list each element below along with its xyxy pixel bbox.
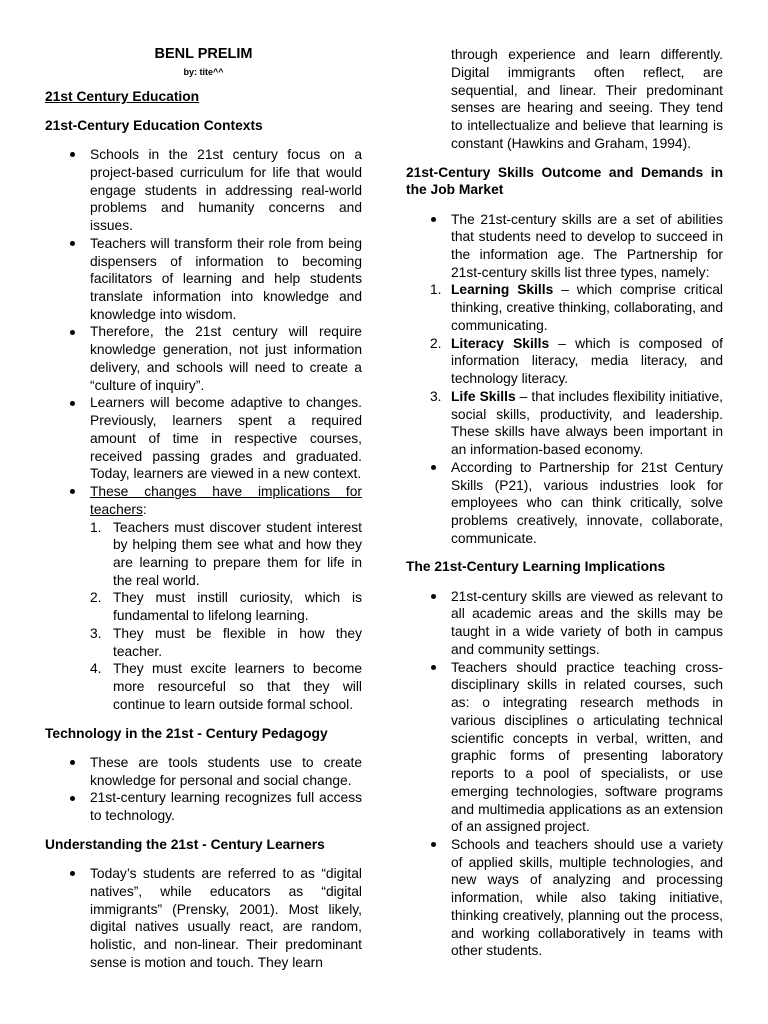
bullet-icon: [70, 871, 75, 876]
section-heading-learners: Understanding the 21st - Century Learners: [45, 836, 325, 852]
numbered-item: [406, 281, 723, 334]
implications-suffix: :: [142, 501, 147, 517]
bullet-icon: [70, 489, 75, 494]
bullet-icon: [431, 465, 436, 470]
bullet-icon: [431, 842, 436, 847]
item-number: 4.: [90, 661, 102, 677]
main-heading: 21st Century Education: [45, 89, 200, 105]
numbered-item: [90, 625, 362, 660]
list-item-text: These are tools students use to create knowledge for personal and social change.: [90, 754, 362, 788]
contexts-bullet-list: [45, 146, 362, 714]
skills-p21-list: [406, 459, 723, 548]
bullet-icon: [70, 330, 75, 335]
item-number: 1.: [90, 519, 102, 535]
learners-bullet-continuation: through experience and learn differently. Digital immigrants often reflect, are sequential, and linear. Their predominant senses are hearing and seeing. They tend to intellectualize and believe that learning is constant (Hawkins and Graham, 1994).: [451, 47, 723, 151]
bullet-icon: [431, 594, 436, 599]
learning-implications-list: [406, 588, 723, 960]
item-number: 3.: [90, 625, 102, 641]
list-item-text: Schools in the 21st century focus on a project-based curriculum for life that would engage students in addressing real-world problems and humanity concerns and issues.: [90, 147, 362, 234]
list-item: [45, 789, 362, 824]
list-item: [406, 459, 723, 548]
document-byline: by: tite^^: [183, 66, 224, 77]
skill-label: Learning Skills: [451, 282, 554, 298]
section-heading-learning-implications: The 21st-Century Learning Implications: [406, 559, 666, 575]
skill-label: Literacy Skills: [451, 335, 550, 351]
numbered-item-text: They must excite learners to become more resourceful so that they will continue to learn outside formal school.: [113, 661, 362, 712]
list-item: [45, 235, 362, 324]
numbered-item-text: They must be flexible in how they teacher.: [113, 625, 362, 659]
bullet-icon: [70, 796, 75, 801]
list-item-text: Learners will become adaptive to changes. Previously, learners spent a required amount of time in respective courses, received passing grades and graduated. Today, learners are viewed in a new context.: [90, 395, 362, 482]
list-item-text: 21st-century skills are viewed as relevant to all academic areas and the skills may be taught in a wide variety of both in campus and community settings.: [451, 588, 723, 657]
list-item: [406, 659, 723, 836]
list-item: [45, 865, 362, 971]
item-number: 2.: [430, 335, 442, 351]
right-column: [406, 46, 723, 960]
bullet-icon: [70, 241, 75, 246]
list-item: [406, 211, 723, 282]
list-item-text: Teachers should practice teaching cross-disciplinary skills in related courses, such as: o integrating research methods in various disciplines o articulating technical scientific concepts in verbal, written, and graphic forms of presenting laboratory reports to a pool of specialists, or use emerging technologies, software programs and multimedia applications as an extension of an assigned project.: [451, 659, 723, 835]
implications-numbered-list: [90, 519, 362, 714]
numbered-item: [406, 335, 723, 388]
list-item: [406, 588, 723, 659]
bullet-icon: [70, 152, 75, 157]
implications-label: These changes have implications for teachers: [90, 484, 362, 517]
item-number: 2.: [90, 590, 102, 606]
document-title: BENL PRELIM: [154, 46, 253, 63]
section-heading-contexts: 21st-Century Education Contexts: [45, 117, 263, 133]
skill-description: – that includes flexibility initiative, social skills, productivity, and leadership. These skills have always been important in an information-based economy.: [451, 388, 723, 458]
item-number: 1.: [430, 282, 442, 298]
bullet-icon: [431, 665, 436, 670]
skill-description: – which comprise critical thinking, creative thinking, collaborating, and communicating.: [451, 282, 723, 333]
bullet-icon: [431, 217, 436, 222]
list-item-implications: [45, 483, 362, 714]
numbered-item-text: They must instill curiosity, which is fundamental to lifelong learning.: [113, 590, 362, 624]
skill-label: Life Skills: [451, 388, 516, 404]
section-heading-technology: Technology in the 21st - Century Pedagogy: [45, 725, 328, 741]
numbered-item: [90, 589, 362, 624]
section-heading-skills: 21st-Century Skills Outcome and Demands in the Job Market: [406, 164, 723, 198]
learners-bullet-list: [45, 865, 362, 971]
numbered-item: [406, 388, 723, 459]
list-item: [45, 323, 362, 394]
list-item-text: Today’s students are referred to as “digital natives”, while educators as “digital immigrants” (Prensky, 2001). Most likely, digital natives usually react, are random, holistic, and non-linear. Their predominant sense is motion and touch. They learn: [90, 866, 362, 970]
numbered-item: [90, 519, 362, 590]
skill-description: – which is composed of information literacy, media literacy, and technology literacy.: [451, 335, 723, 387]
technology-bullet-list: [45, 754, 362, 825]
list-item-text: According to Partnership for 21st Century Skills (P21), various industries look for employees who can think critically, solve problems creatively, innovate, collaborate, communicate.: [451, 459, 723, 546]
list-item-text: Therefore, the 21st century will require knowledge generation, not just information delivery, and schools will need to create a “culture of inquiry”.: [90, 324, 362, 393]
numbered-item: [90, 660, 362, 713]
list-item: [45, 754, 362, 789]
bullet-icon: [70, 760, 75, 765]
skills-intro-list: [406, 211, 723, 282]
list-item-text: The 21st-century skills are a set of abilities that students need to develop to succeed in the information age. The Partnership for 21st-century skills list three types, namely:: [451, 211, 723, 280]
list-item-text: Teachers will transform their role from being dispensers of information to becoming facilitators of learning and help students translate information into knowledge and knowledge into wisdom.: [90, 235, 362, 322]
list-item-text: Schools and teachers should use a variety of applied skills, multiple technologies, and new ways of analyzing and processing information, while also taking initiative, thinking creatively, planning out the process, and working collaboratively in teams with other students.: [451, 836, 723, 959]
list-item: [406, 836, 723, 960]
bullet-icon: [70, 401, 75, 406]
list-item-text: 21st-century learning recognizes full access to technology.: [90, 790, 362, 824]
numbered-item-text: Teachers must discover student interest by helping them see what and how they are learning to prepare them for life in the real world.: [113, 519, 362, 588]
left-column: [45, 46, 362, 971]
item-number: 3.: [430, 388, 442, 404]
list-item: [45, 394, 362, 483]
skills-types-list: [406, 281, 723, 458]
list-item: [45, 146, 362, 235]
